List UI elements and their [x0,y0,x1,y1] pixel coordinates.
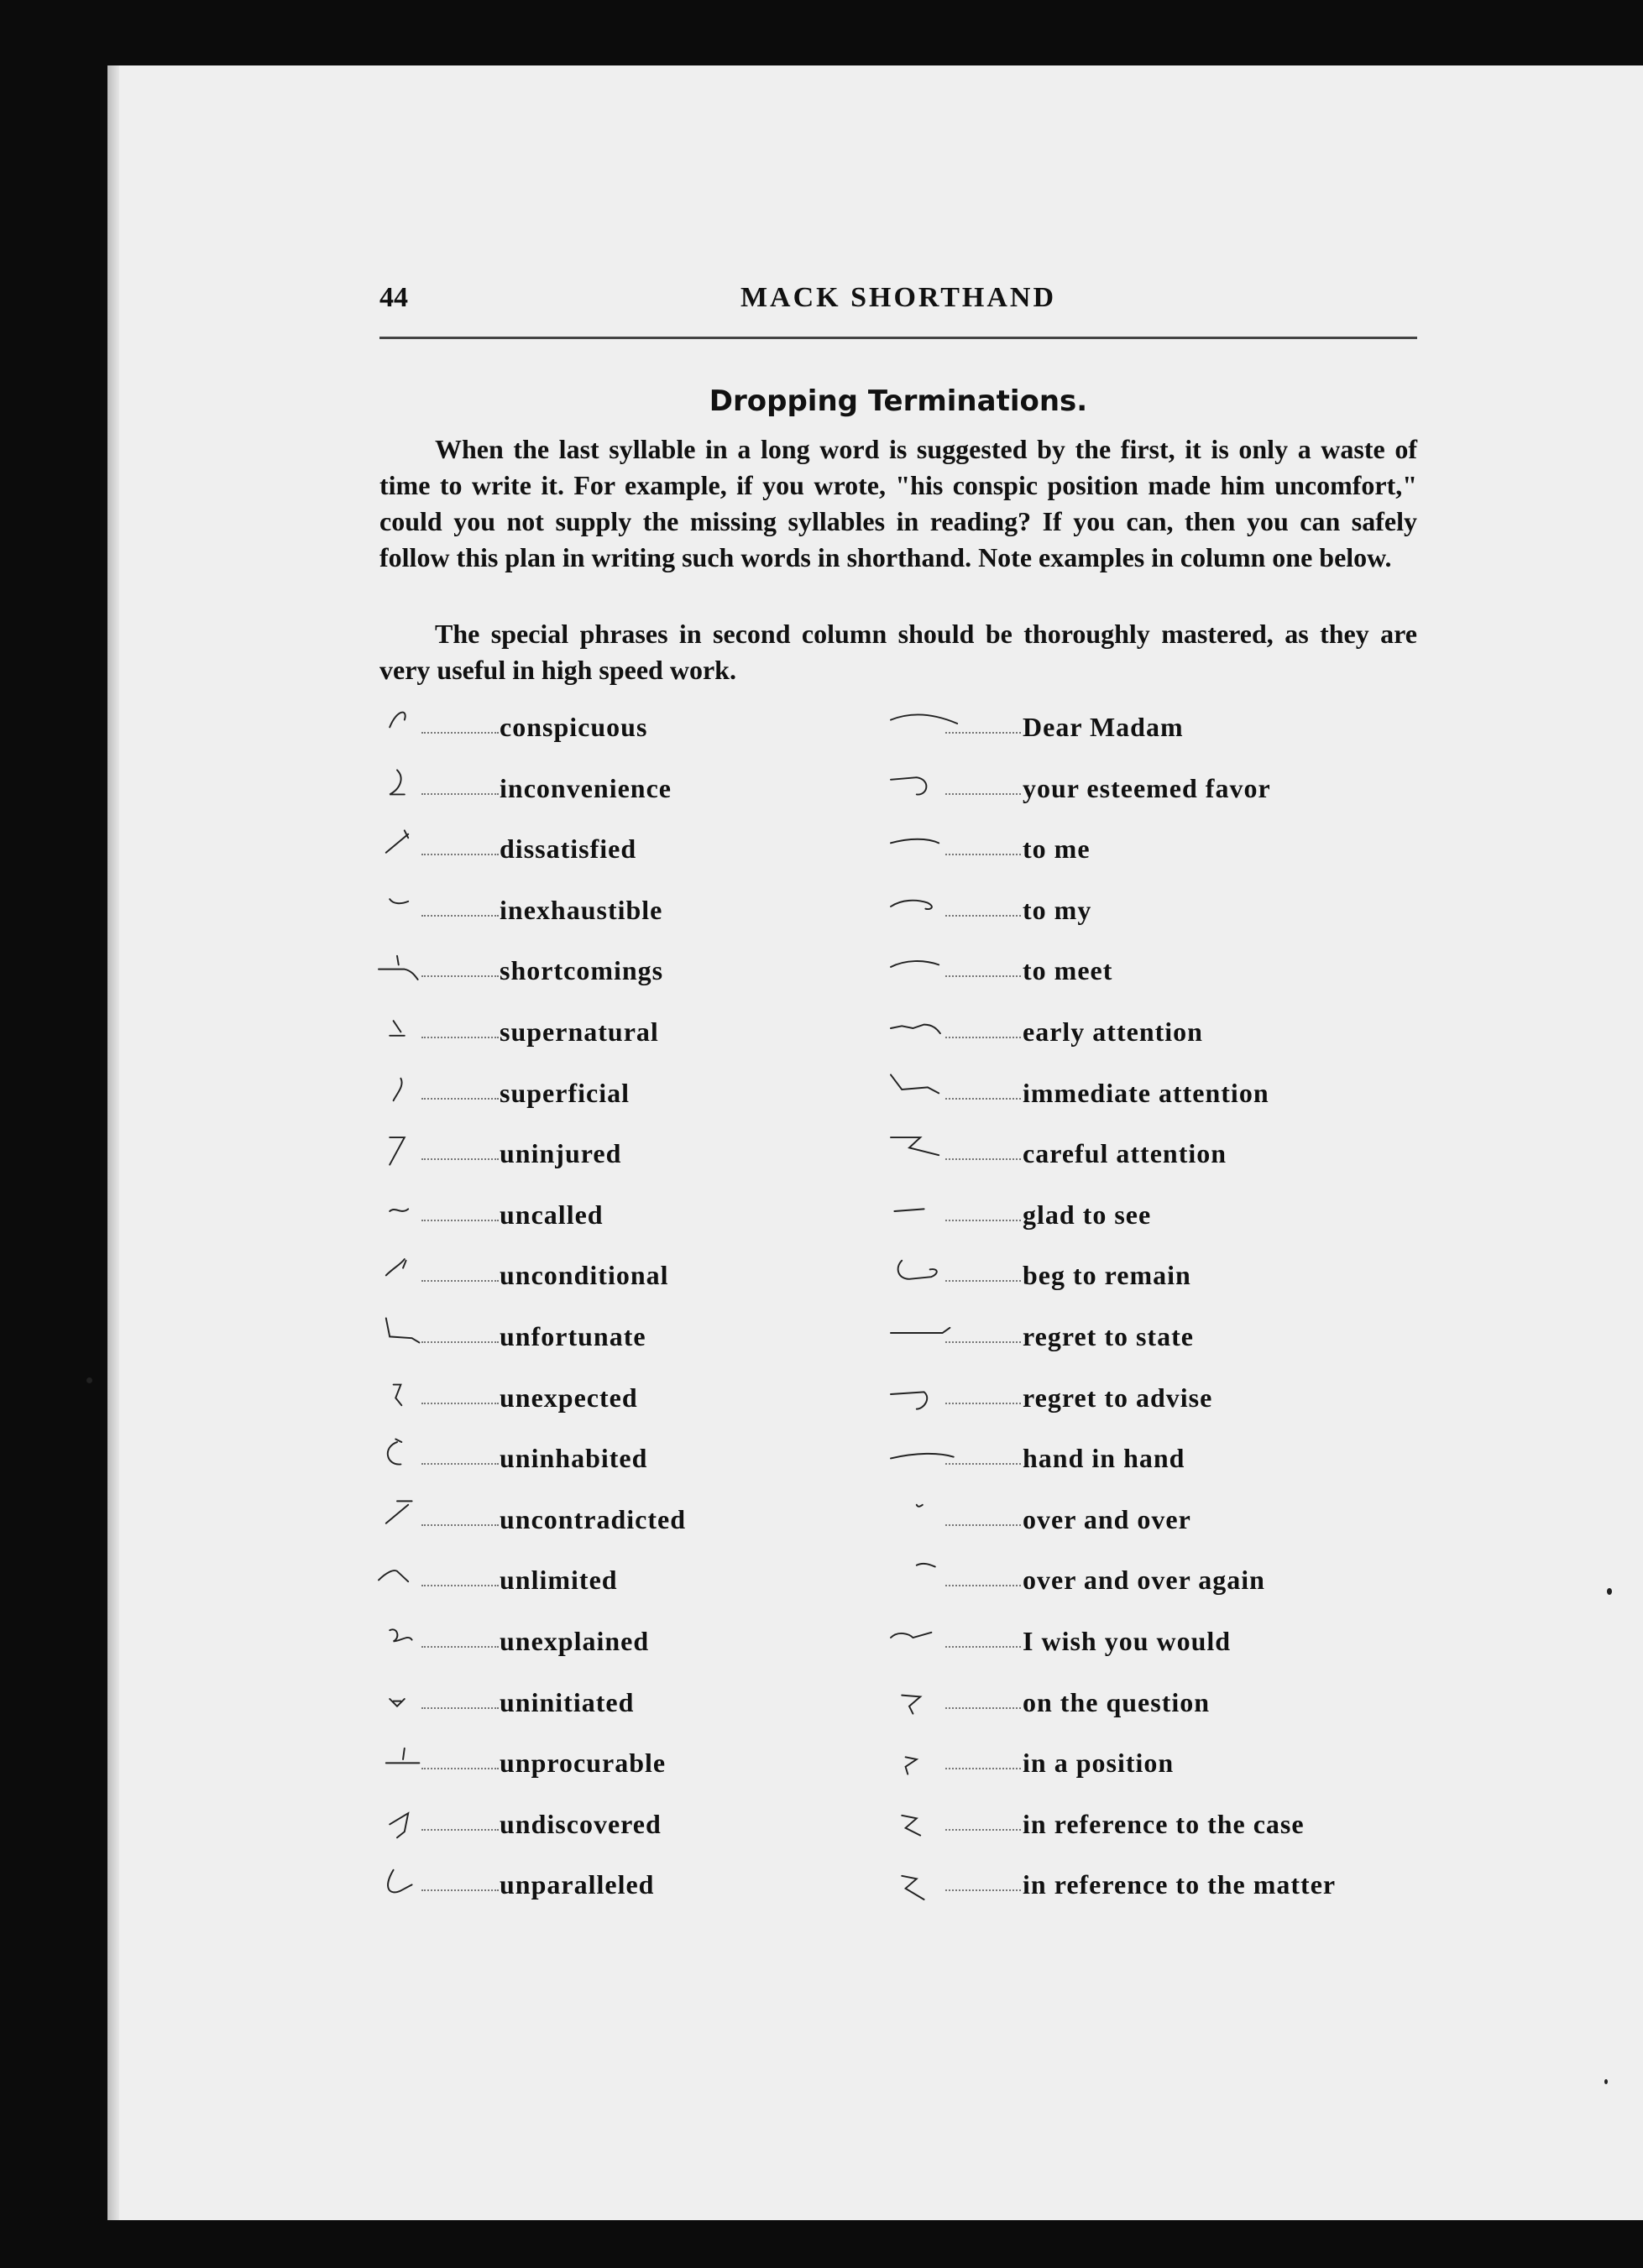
word-label: unconditional [500,1260,669,1291]
phrase-label: beg to remain [1023,1260,1191,1291]
word-row [369,880,873,941]
shorthand-outline-icon [882,1802,974,1839]
phrase-label: regret to advise [1023,1382,1213,1413]
phrase-row [882,1672,1419,1733]
word-row [369,1063,873,1124]
shorthand-outline-icon [882,1741,974,1778]
word-label: unfortunate [500,1320,646,1351]
word-label: uncalled [500,1199,604,1230]
leader-dots [421,854,499,855]
phrase-row [882,758,1419,819]
phrase-label: on the question [1023,1686,1211,1717]
shorthand-outline-icon [882,1497,974,1534]
leader-dots [421,1280,499,1282]
phrase-row [882,1245,1419,1306]
shorthand-outline-icon [882,1314,974,1351]
leader-dots [421,1341,499,1343]
shorthand-outline-icon [882,766,974,803]
leader-dots [421,1646,499,1648]
phrase-row [882,1732,1419,1794]
leader-dots [421,915,499,917]
phrase-row [882,1306,1419,1367]
word-label: supernatural [500,1016,659,1047]
phrase-label: Dear Madam [1023,712,1184,742]
word-row [369,818,873,880]
word-label: uninitiated [500,1686,635,1717]
leader-dots [421,1463,499,1465]
word-label: shortcomings [500,955,664,986]
leader-dots [421,1768,499,1769]
word-row [369,1123,873,1184]
phrase-row [882,1184,1419,1246]
shorthand-outline-icon [882,827,974,864]
word-label: unlimited [500,1565,618,1596]
leader-dots [421,975,499,977]
word-row [369,697,873,758]
scan-speck [86,1377,92,1383]
shorthand-outline-icon [882,1619,974,1656]
word-row [369,1672,873,1733]
leader-dots [945,1341,1021,1343]
scan-speck [1607,1588,1612,1595]
word-label: inexhaustible [500,894,663,925]
word-row [369,1306,873,1367]
phrase-row [882,1001,1419,1063]
leader-dots [945,1768,1021,1769]
phrase-label: immediate attention [1023,1077,1269,1108]
word-row [369,1428,873,1489]
leader-dots [945,854,1021,855]
word-label: unprocurable [500,1748,667,1779]
word-label: uncontradicted [500,1503,686,1534]
leader-dots [945,975,1021,977]
leader-dots [945,1037,1021,1038]
phrase-label: your esteemed favor [1023,772,1271,803]
shorthand-outline-icon [882,1680,974,1717]
phrase-label: hand in hand [1023,1443,1185,1474]
shorthand-outline-icon [882,888,974,925]
phrases-column [882,697,1419,1915]
word-row [369,758,873,819]
leader-dots [421,1403,499,1404]
shorthand-outline-icon [369,948,462,985]
word-row [369,1611,873,1672]
word-label: undiscovered [500,1808,662,1839]
leader-dots [945,1585,1021,1586]
shorthand-outline-icon [882,1071,974,1108]
shorthand-outline-icon [369,1619,462,1656]
leader-dots [945,1220,1021,1221]
leader-dots [945,1646,1021,1648]
word-row [369,1854,873,1915]
shorthand-outline-icon [882,1558,974,1595]
shorthand-outline-icon [369,1253,462,1290]
shorthand-outline-icon [369,1741,462,1778]
word-label: uninhabited [500,1443,648,1474]
shorthand-outline-icon [369,1131,462,1168]
phrase-label: to my [1023,894,1092,925]
phrase-label: over and over again [1023,1565,1265,1596]
phrases-paragraph: The special phrases in second column should be thoroughly mastered, as they are very useful in high speed work. [379,619,1417,685]
leader-dots [945,732,1021,734]
intro-paragraph: When the last syllable in a long word is suggested by the first, it is only a waste of time to write it. For example, if you wrote, "his conspic position made him uncomfort," could you not supply the missing syllables in reading? If you can, then you can safely follow this plan in writing such words in shorthand. Note examples in column one below. [379,434,1417,572]
phrase-row [882,1489,1419,1550]
word-label: unparalleled [500,1869,655,1900]
leader-dots [945,1463,1021,1465]
scan-border-top [0,0,1643,65]
phrase-row [882,1123,1419,1184]
shorthand-outline-icon [882,1863,974,1900]
leader-dots [421,1889,499,1891]
phrase-label: regret to state [1023,1320,1194,1351]
shorthand-outline-icon [369,1558,462,1595]
shorthand-outline-icon [369,1436,462,1473]
scan-border-bottom [0,2220,1643,2268]
shorthand-outline-icon [882,1193,974,1230]
leader-dots [945,1524,1021,1526]
phrase-row [882,818,1419,880]
header-rule [379,337,1417,339]
phrase-row [882,1063,1419,1124]
word-label: unexpected [500,1382,638,1413]
leader-dots [945,1889,1021,1891]
leader-dots [945,1707,1021,1709]
running-title: MACK SHORTHAND [740,282,1057,313]
word-row [369,1001,873,1063]
leader-dots [421,793,499,795]
phrase-label: careful attention [1023,1138,1227,1169]
leader-dots [421,1158,499,1160]
word-row [369,1794,873,1855]
leader-dots [421,1098,499,1100]
leader-dots [945,1158,1021,1160]
shorthand-outline-icon [882,948,974,985]
word-label: unexplained [500,1625,650,1656]
leader-dots [421,1829,499,1831]
shorthand-outline-icon [882,1253,974,1290]
phrase-row [882,1854,1419,1915]
shorthand-outline-icon [369,1680,462,1717]
phrase-row [882,1549,1419,1611]
leader-dots [421,1585,499,1586]
shorthand-outline-icon [369,1802,462,1839]
phrase-label: I wish you would [1023,1625,1232,1656]
phrase-label: in reference to the matter [1023,1869,1337,1900]
phrase-row [882,880,1419,941]
page-binding-edge [107,65,119,2220]
phrase-label: glad to see [1023,1199,1152,1230]
leader-dots [945,1098,1021,1100]
scan-border-left [0,0,107,2268]
phrase-label: in reference to the case [1023,1808,1305,1839]
phrase-label: to me [1023,834,1091,865]
word-label: inconvenience [500,772,672,803]
shorthand-outline-icon [369,888,462,925]
page-number: 44 [379,282,408,313]
shorthand-outline-icon [369,1314,462,1351]
word-label: uninjured [500,1138,622,1169]
phrase-row [882,1611,1419,1672]
word-row [369,1367,873,1429]
shorthand-outline-icon [369,766,462,803]
shorthand-outline-icon [882,705,974,742]
leader-dots [421,1707,499,1709]
leader-dots [945,1403,1021,1404]
shorthand-outline-icon [369,1193,462,1230]
phrase-row [882,697,1419,758]
phrase-row [882,1428,1419,1489]
shorthand-outline-icon [369,1071,462,1108]
phrase-label: in a position [1023,1748,1175,1779]
leader-dots [421,1037,499,1038]
word-label: conspicuous [500,712,648,742]
phrase-row [882,1367,1419,1429]
word-row [369,1549,873,1611]
word-row [369,940,873,1001]
word-row [369,1732,873,1794]
word-row [369,1245,873,1306]
leader-dots [421,1524,499,1526]
shorthand-outline-icon [369,1497,462,1534]
shorthand-outline-icon [369,1010,462,1047]
running-head [379,282,1417,324]
phrase-row [882,940,1419,1001]
terminations-column [369,697,873,1915]
leader-dots [945,915,1021,917]
word-label: dissatisfied [500,834,637,865]
shorthand-outline-icon [369,827,462,864]
leader-dots [421,1220,499,1221]
leader-dots [945,1829,1021,1831]
phrase-label: early attention [1023,1016,1203,1047]
shorthand-outline-icon [882,1131,974,1168]
word-row [369,1184,873,1246]
leader-dots [945,793,1021,795]
shorthand-outline-icon [369,1863,462,1900]
word-label: superficial [500,1077,630,1108]
shorthand-outline-icon [882,1376,974,1413]
shorthand-outline-icon [882,1010,974,1047]
phrase-label: over and over [1023,1503,1191,1534]
leader-dots [421,732,499,734]
phrase-row [882,1794,1419,1855]
phrase-label: to meet [1023,955,1113,986]
shorthand-outline-icon [369,705,462,742]
shorthand-outline-icon [369,1376,462,1413]
scan-speck [1604,2079,1608,2084]
shorthand-outline-icon [882,1436,974,1473]
leader-dots [945,1280,1021,1282]
word-row [369,1489,873,1550]
section-heading: Dropping Terminations. [709,384,1088,418]
